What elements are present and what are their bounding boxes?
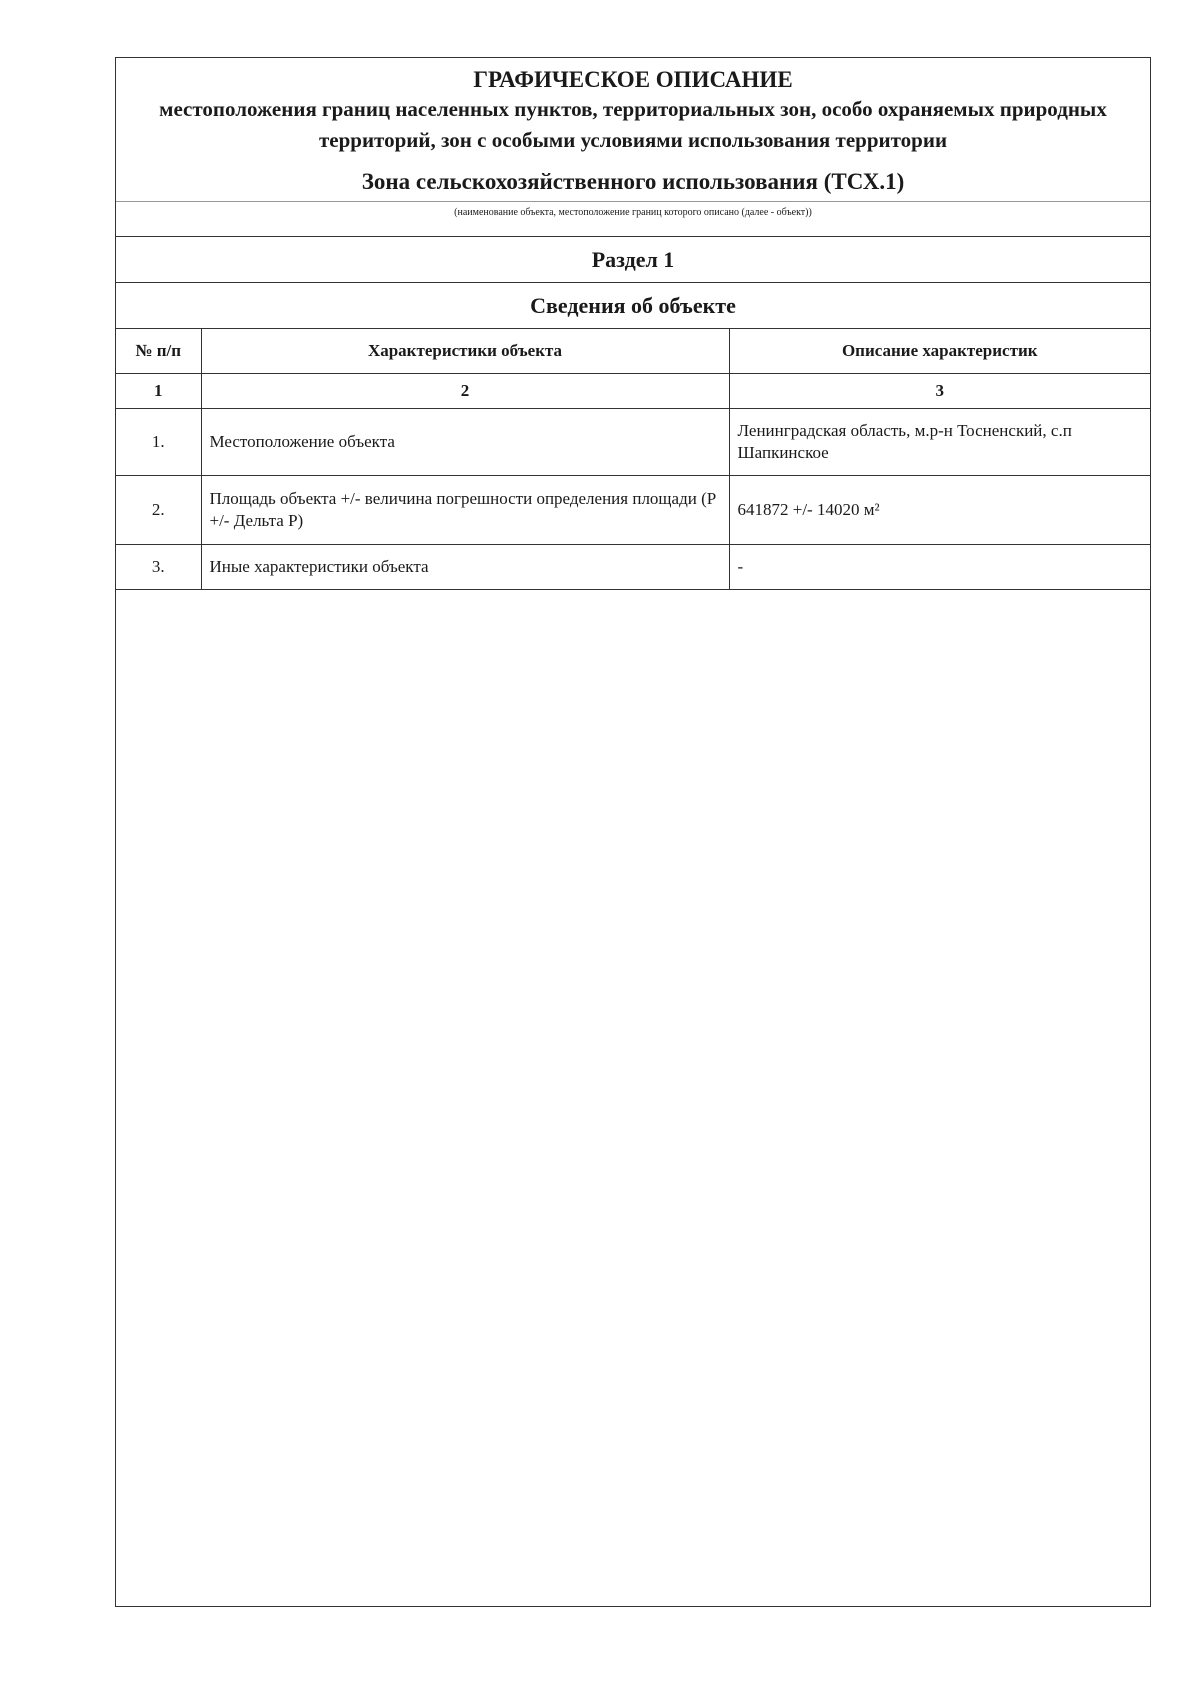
object-info-table bbox=[116, 329, 1150, 590]
document-subtitle: местоположения границ населенных пунктов, территориальных зон, особо охраняемых природных территорий, зон с особыми условиями использования территории bbox=[159, 97, 1107, 152]
object-name-caption: (наименование объекта, местоположение границ которого описано (далее - объект)) bbox=[116, 202, 1150, 237]
column-number: 2 bbox=[201, 374, 729, 409]
row-description: - bbox=[729, 545, 1150, 590]
row-characteristic: Иные характеристики объекта bbox=[201, 545, 729, 590]
column-number-row bbox=[116, 374, 1150, 409]
row-characteristic: Местоположение объекта bbox=[201, 409, 729, 476]
section-label: Раздел 1 bbox=[116, 237, 1150, 283]
row-description: 641872 +/- 14020 м² bbox=[729, 476, 1150, 545]
object-name: Зона сельскохозяйственного использования (ТСХ.1) bbox=[116, 168, 1150, 202]
column-number: 3 bbox=[729, 374, 1150, 409]
header-number: № п/п bbox=[116, 329, 201, 374]
column-number: 1 bbox=[116, 374, 201, 409]
row-characteristic: Площадь объекта +/- величина погрешности определения площади (Р +/- Дельта Р) bbox=[201, 476, 729, 545]
header-description: Описание характеристик bbox=[729, 329, 1150, 374]
table-row bbox=[116, 545, 1150, 590]
row-number: 1. bbox=[116, 409, 201, 476]
row-number: 3. bbox=[116, 545, 201, 590]
table-row bbox=[116, 409, 1150, 476]
document-sheet bbox=[115, 57, 1151, 1607]
section-title: Сведения об объекте bbox=[116, 283, 1150, 329]
document-title: ГРАФИЧЕСКОЕ ОПИСАНИЕ bbox=[473, 67, 793, 92]
row-description: Ленинградская область, м.р-н Тосненский, с.п Шапкинское bbox=[729, 409, 1150, 476]
table-header-row bbox=[116, 329, 1150, 374]
header-characteristic: Характеристики объекта bbox=[201, 329, 729, 374]
row-number: 2. bbox=[116, 476, 201, 545]
table-row bbox=[116, 476, 1150, 545]
document-header bbox=[116, 58, 1150, 237]
